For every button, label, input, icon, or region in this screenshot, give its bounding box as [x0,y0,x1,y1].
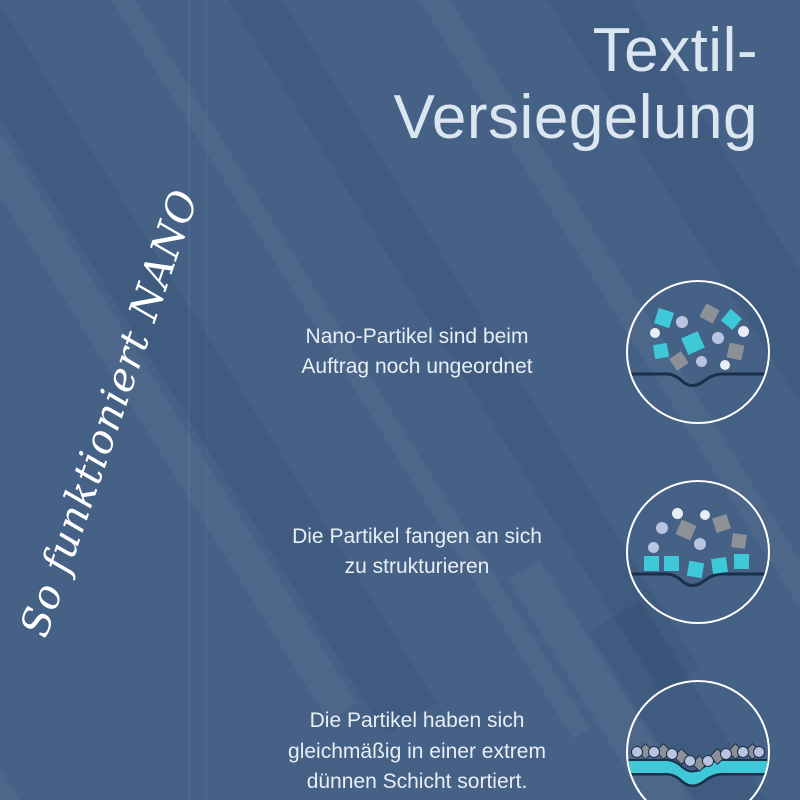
steps-list [240,280,770,800]
particle-cyan [711,557,728,574]
step-3-text [240,706,598,797]
step-1-line1: Nano-Partikel sind beim [305,324,529,348]
step-item [240,480,770,624]
step-2-line1: Die Partikel fangen an sich [292,524,542,548]
ordered-layer-icon [628,682,768,800]
step-2-text [240,522,598,583]
particle-cyan [734,554,749,569]
step-3-illustration [626,680,770,800]
step-2-line2: zu strukturieren [344,555,490,578]
particle-dot [696,356,707,367]
particle-dot [648,542,659,553]
step-item [240,280,770,424]
step-1-text [240,322,598,383]
surface-line-icon [628,282,768,422]
step-3-line3: dünnen Schicht sortiert. [306,770,528,794]
surface-line-icon [628,482,768,622]
step-2-illustration [626,480,770,624]
particle-dot [676,316,688,328]
particle-cyan [644,556,659,571]
page-title [394,18,759,152]
step-3-line2: gleichmäßig in einer extrem [288,739,546,763]
particle-cyan [664,556,679,571]
particle-cyan [687,561,704,578]
step-3-line1: Die Partikel haben sich [309,709,525,733]
particle-dot-light [700,510,710,520]
particle-dot-light [720,360,730,370]
particle-dot [694,538,706,550]
particle-dot-light [672,508,683,519]
step-1-line2: Auftrag noch ungeordnet [301,355,533,378]
page-title-line2: Versiegelung [393,82,758,152]
particle-dot [712,332,724,344]
particle-dot [656,522,668,534]
particle-dot-light [650,328,660,338]
particle-dot-light [738,326,749,337]
side-title-text: So funktioniert NANO [11,183,209,643]
step-1-illustration [626,280,770,424]
particle-grey [727,343,745,361]
particle-grey [731,533,747,549]
step-item [240,680,770,800]
page-title-line1: Textil- [592,16,758,85]
side-title [11,60,220,760]
particle-cyan [653,343,669,359]
